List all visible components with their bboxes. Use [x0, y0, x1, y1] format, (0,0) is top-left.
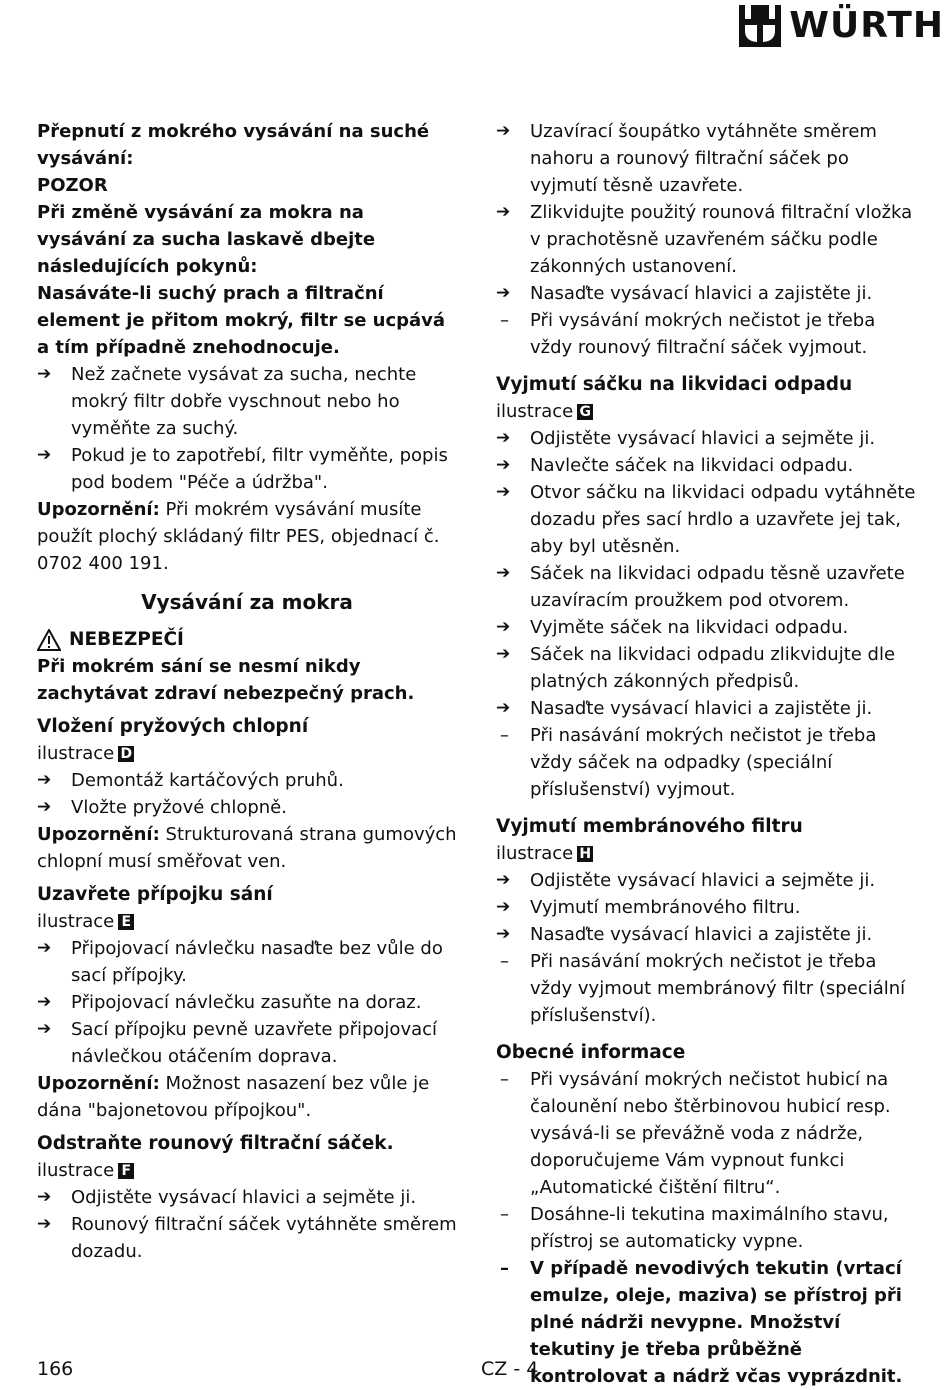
- arrow-right-icon: ➔: [496, 563, 511, 583]
- left-column: [37, 118, 457, 1265]
- arrow-right-icon: ➔: [37, 770, 52, 790]
- list-item: ➔ Navlečte sáček na likvidaci odpadu.: [496, 452, 916, 479]
- list-item: ➔ Zlikvidujte použitý rounová filtrační vložka v prachotěsně uzavřeném sáčku podle zákonných ustanovení.: [496, 199, 916, 280]
- arrow-right-icon: ➔: [37, 445, 52, 465]
- list-item: ➔ Rounový filtrační sáček vytáhněte směrem dozadu.: [37, 1211, 457, 1265]
- intro-title: Přepnutí z mokrého vysávání na suché vysávání:: [37, 121, 430, 169]
- list-item: – Při vysávání mokrých nečistot hubicí na čalounění nebo štěrbinovou hubicí resp. vysává-li se převážně voda z nádrže, doporučujeme Vám vypnout funkci „Automatické čištění filtru“.: [496, 1066, 916, 1201]
- list-item: ➔ Vložte pryžové chlopně.: [37, 794, 457, 821]
- list-item: ➔ Sáček na likvidaci odpadu zlikvidujte dle platných zákonných předpisů.: [496, 641, 916, 695]
- list-item: – Při vysávání mokrých nečistot je třeba vždy rounový filtrační sáček vyjmout.: [496, 307, 916, 361]
- illustration-ref: ilustrace D: [37, 740, 457, 767]
- arrow-right-icon: ➔: [496, 283, 511, 303]
- wurth-logo: [739, 4, 944, 48]
- arrow-right-icon: ➔: [37, 1187, 52, 1207]
- arrow-right-icon: ➔: [496, 121, 511, 141]
- danger-heading: NEBEZPEČÍ: [37, 626, 457, 653]
- arrow-right-icon: ➔: [37, 938, 52, 958]
- list-item: – V případě nevodivých tekutin (vrtací emulze, oleje, maziva) se přístroj při plné nádrži nevypne. Množství tekutiny je třeba průběžně kontrolovat a nádrž včas vyprázdnit.: [496, 1255, 916, 1390]
- arrow-right-icon: ➔: [37, 1214, 52, 1234]
- heading-fleece-bag: Odstraňte rounový filtrační sáček.: [37, 1133, 394, 1154]
- arrow-right-icon: ➔: [496, 644, 511, 664]
- heading-membrane-filter: Vyjmutí membránového filtru: [496, 816, 803, 837]
- dash-marker: –: [500, 951, 509, 972]
- list-item: – Při nasávání mokrých nečistot je třeba vždy sáček na odpadky (speciální příslušenství) vyjmout.: [496, 722, 916, 803]
- wurth-emblem-icon: [739, 5, 781, 47]
- arrow-right-icon: ➔: [37, 797, 52, 817]
- arrow-right-icon: ➔: [496, 617, 511, 637]
- arrow-right-icon: ➔: [496, 455, 511, 475]
- illustration-ref: ilustrace F: [37, 1157, 457, 1184]
- arrow-right-icon: ➔: [496, 924, 511, 944]
- list-item: ➔ Odjistěte vysávací hlavici a sejměte ji.: [496, 867, 916, 894]
- arrow-right-icon: ➔: [37, 1019, 52, 1039]
- note-dry-filter: Upozornění: Při mokrém vysávání musíte použít plochý skládaný filtr PES, objednací č. 0702 400 191.: [37, 499, 440, 574]
- illustration-ref: ilustrace E: [37, 908, 457, 935]
- warning-text-2: Nasáváte-li suchý prach a filtrační element je přitom mokrý, filtr se ucpává a tím případně znehodnocuje.: [37, 283, 446, 358]
- heading-waste-bag: Vyjmutí sáčku na likvidaci odpadu: [496, 374, 853, 395]
- arrow-right-icon: ➔: [496, 698, 511, 718]
- warning-text-1: Při změně vysávání za mokra na vysávání za sucha laskavě dbejte následujících pokynů:: [37, 202, 376, 277]
- danger-text: Při mokrém sání se nesmí nikdy zachytávat zdraví nebezpečný prach.: [37, 656, 415, 704]
- page-number: 166: [37, 1358, 74, 1380]
- list-item: – Dosáhne-li tekutina maximálního stavu, přístroj se automaticky vypne.: [496, 1201, 916, 1255]
- list-item: ➔ Nasaďte vysávací hlavici a zajistěte ji.: [496, 695, 916, 722]
- arrow-right-icon: ➔: [37, 992, 52, 1012]
- list-item: ➔ Sací přípojku pevně uzavřete připojovací návlečkou otáčením doprava.: [37, 1016, 457, 1070]
- dash-marker: –: [500, 1204, 509, 1225]
- brand-name: WÜRTH: [789, 5, 944, 46]
- dash-marker: –: [500, 310, 509, 331]
- list-item: ➔ Připojovací návlečku zasuňte na doraz.: [37, 989, 457, 1016]
- section-title-wet: Vysávání za mokra: [141, 590, 353, 614]
- warning-triangle-icon: [37, 629, 61, 651]
- heading-suction-port: Uzavřete přípojku sání: [37, 884, 273, 905]
- dash-marker: –: [500, 725, 509, 746]
- arrow-right-icon: ➔: [496, 482, 511, 502]
- arrow-right-icon: ➔: [496, 202, 511, 222]
- pozor-label: POZOR: [37, 175, 108, 196]
- arrow-right-icon: ➔: [496, 428, 511, 448]
- illustration-ref: ilustrace H: [496, 840, 916, 867]
- list-item: ➔ Nasaďte vysávací hlavici a zajistěte ji.: [496, 280, 916, 307]
- heading-rubber-flaps: Vložení pryžových chlopní: [37, 716, 309, 737]
- list-item: ➔ Uzavírací šoupátko vytáhněte směrem nahoru a rounový filtrační sáček po vyjmutí těsně uzavřete.: [496, 118, 916, 199]
- dash-marker: –: [500, 1258, 509, 1279]
- list-item: – Při nasávání mokrých nečistot je třeba vždy vyjmout membránový filtr (speciální příslušenství).: [496, 948, 916, 1029]
- list-item: ➔ Vyjměte sáček na likvidaci odpadu.: [496, 614, 916, 641]
- dash-marker: –: [500, 1069, 509, 1090]
- list-item: ➔ Otvor sáčku na likvidaci odpadu vytáhněte dozadu přes sací hrdlo a uzavřete jej tak, aby byl utěsněn.: [496, 479, 916, 560]
- list-item: ➔ Odjistěte vysávací hlavici a sejměte ji.: [37, 1184, 457, 1211]
- arrow-right-icon: ➔: [37, 364, 52, 384]
- section-id: CZ - 4: [481, 1358, 539, 1380]
- list-item: ➔ Nasaďte vysávací hlavici a zajistěte ji.: [496, 921, 916, 948]
- illustration-ref: ilustrace G: [496, 398, 916, 425]
- right-column: [496, 118, 916, 1390]
- list-item: ➔ Sáček na likvidaci odpadu těsně uzavřete uzavíracím proužkem pod otvorem.: [496, 560, 916, 614]
- list-item: ➔ Vyjmutí membránového filtru.: [496, 894, 916, 921]
- list-item: ➔ Odjistěte vysávací hlavici a sejměte ji.: [496, 425, 916, 452]
- heading-general-info: Obecné informace: [496, 1042, 686, 1063]
- list-item: ➔ Než začnete vysávat za sucha, nechte mokrý filtr dobře vyschnout nebo ho vyměňte za suchý.: [37, 361, 457, 442]
- note-bayonet: Upozornění: Možnost nasazení bez vůle je dána "bajonetovou přípojkou".: [37, 1073, 430, 1121]
- note-flaps: Upozornění: Strukturovaná strana gumových chlopní musí směřovat ven.: [37, 824, 457, 872]
- list-item: ➔ Připojovací návlečku nasaďte bez vůle do sací přípojky.: [37, 935, 457, 989]
- arrow-right-icon: ➔: [496, 870, 511, 890]
- list-item: ➔ Pokud je to zapotřebí, filtr vyměňte, popis pod bodem "Péče a údržba".: [37, 442, 457, 496]
- list-item: ➔ Demontáž kartáčových pruhů.: [37, 767, 457, 794]
- arrow-right-icon: ➔: [496, 897, 511, 917]
